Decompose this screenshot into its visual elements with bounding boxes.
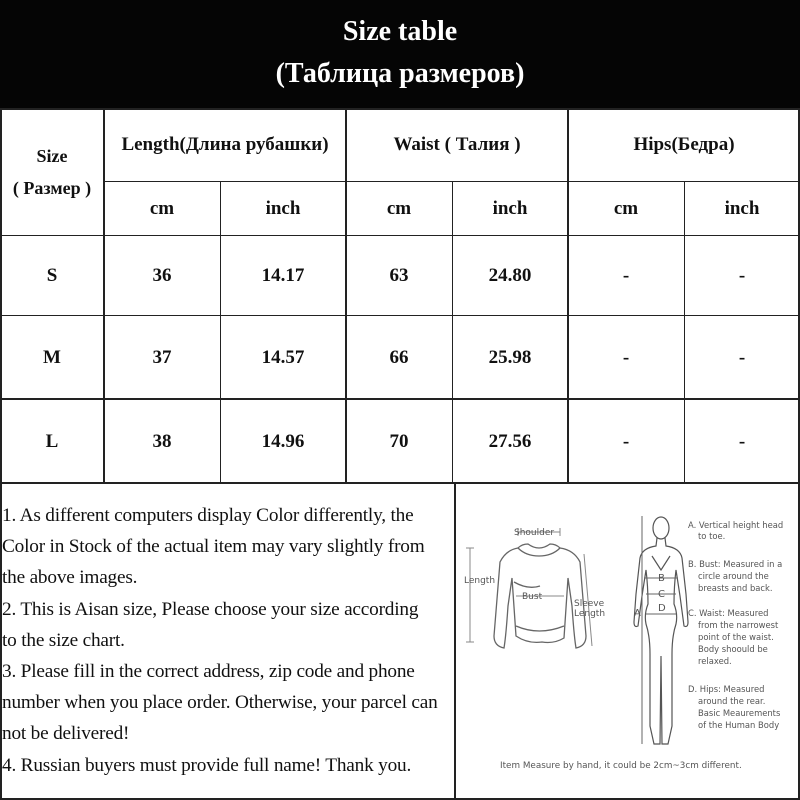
sleeve-label: Sleeve [574,599,605,609]
size-value: - [738,346,746,368]
length-label: Length [464,576,496,586]
note-line: not be delivered! [2,723,130,745]
note-line: 2. This is Aisan size, Please choose your size according [2,598,419,620]
note-line: number when you place order. Otherwise, your parcel can [2,692,438,714]
size-value: 14.96 [261,430,305,452]
size-value: 24.80 [488,265,532,286]
size-value: 70 [389,430,409,452]
length-group-header: Length(Длина рубашки) [121,134,329,155]
size-value: 27.56 [488,430,532,452]
note-line: 1. As different computers display Color differently, the [2,505,414,526]
size-value: - [738,430,746,452]
size-value: 37 [152,346,172,368]
page-title: Size table [342,16,458,47]
size-table [0,108,800,484]
note-line: Color in Stock of the actual item may vary slightly from [2,536,425,558]
size-value: 38 [152,430,172,452]
size-column-header [0,108,104,236]
size-value: 14.17 [261,265,305,286]
unit-header: cm [613,198,639,219]
size-value: - [622,346,630,368]
size-value: 25.98 [488,346,532,368]
size-label: L [45,430,59,452]
size-label: M [43,346,61,368]
unit-header: cm [386,198,412,219]
size-value: - [622,430,630,452]
notes-text [2,500,454,781]
note-line: 4. Russian buyers must provide full name! Thank you. [2,754,412,776]
size-value: 63 [389,265,409,286]
legend-d: D. Hips: Measured around the rear. Basic Meaurements of the Human Body [688,684,781,730]
body-letter-a: A [634,608,641,619]
size-header-label: Size [36,146,68,166]
measurement-diagram [456,486,800,800]
size-value: - [738,265,746,286]
size-value: 36 [152,265,172,286]
bust-label: Bust [522,592,543,602]
shoulder-label: Shoulder [514,528,555,538]
waist-group-header: Waist ( Талия ) [393,134,521,155]
note-line: to the size chart. [2,629,125,651]
unit-header: inch [724,198,760,219]
note-line: 3. Please fill in the correct address, zip code and phone [2,661,415,683]
legend-b: B. Bust: Measured in a circle around the breasts and back. [688,559,783,593]
body-letter-b: B [658,573,665,584]
legend-a: A. Vertical height head to toe. [688,520,784,541]
unit-header: inch [492,198,528,219]
note-line: the above images. [2,567,138,589]
size-value: - [622,265,630,286]
size-header-label-ru: ( Размер ) [12,178,92,198]
size-table-header [0,0,800,108]
diagram-footer: Item Measure by hand, it could be 2cm~3cm different. [500,761,742,771]
size-value: 66 [389,346,409,368]
sleeve-label: Length [574,609,606,619]
hips-group-header: Hips(Бедра) [633,134,735,155]
body-letter-c: C [658,589,665,600]
unit-header: inch [265,198,301,219]
size-label: S [46,265,58,286]
legend-c: C. Waist: Measured from the narrowest point of the waist. Body shoould be relaxed. [688,608,779,666]
size-value: 14.57 [261,346,305,368]
page-subtitle: (Таблица размеров) [275,58,525,89]
body-letter-d: D [658,603,666,614]
unit-header: cm [149,198,175,219]
